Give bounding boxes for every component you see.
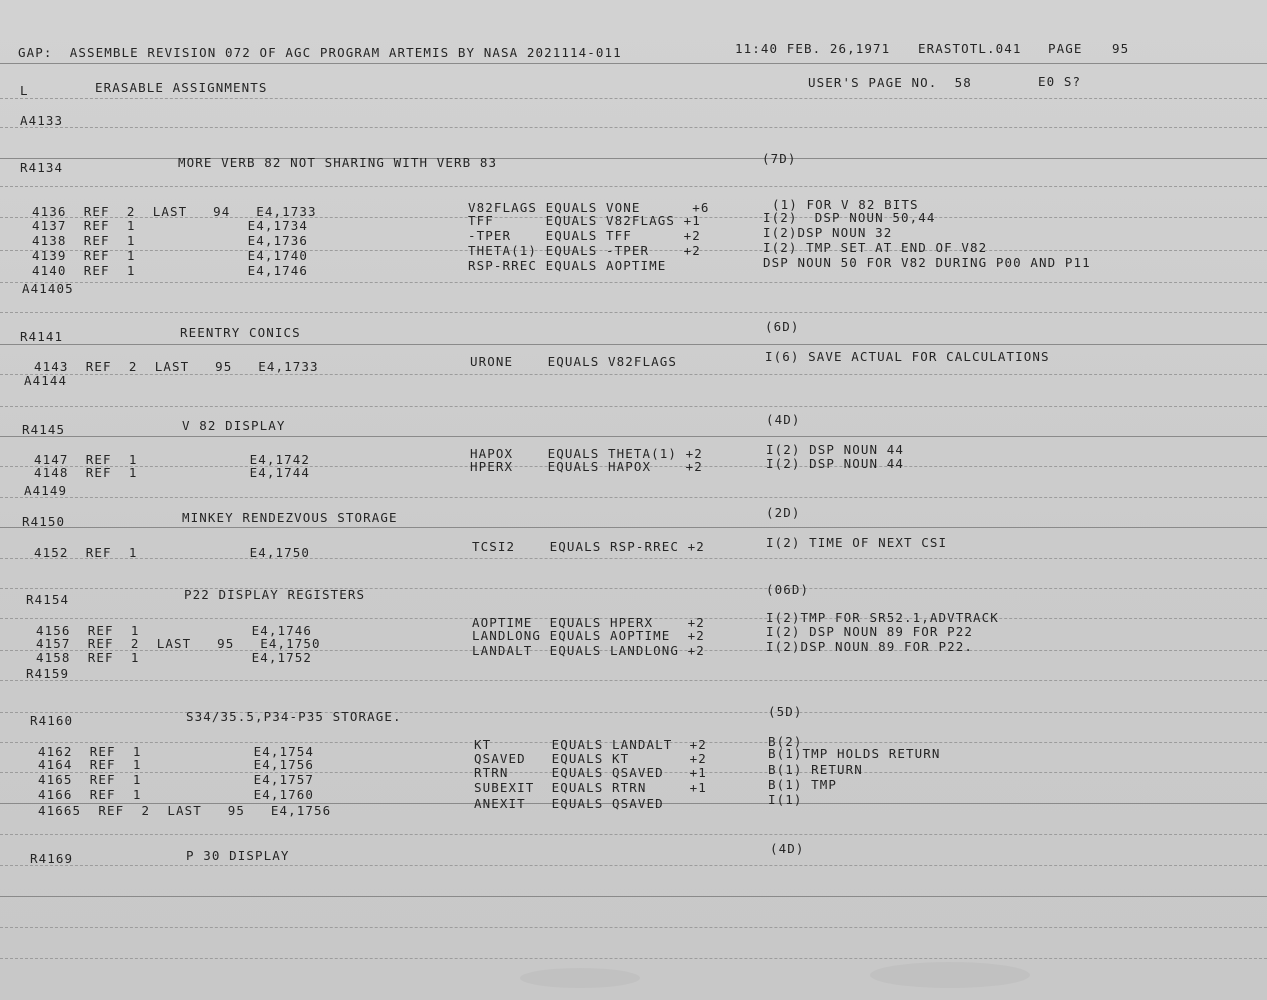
eos-marker: E0 S? bbox=[1038, 74, 1082, 89]
listing-line: 4157 REF 2 LAST 95 E4,1750 bbox=[36, 636, 321, 651]
listing-line: AOPTIME EQUALS HPERX +2 bbox=[472, 615, 705, 630]
section-title: ERASABLE ASSIGNMENTS bbox=[95, 80, 268, 95]
listing-line: (5D) bbox=[768, 704, 803, 719]
listing-line: B(1) RETURN bbox=[768, 762, 863, 777]
listing-line: A41405 bbox=[22, 281, 74, 296]
listing-line: P22 DISPLAY REGISTERS bbox=[184, 587, 366, 602]
listing-line: I(2)DSP NOUN 32 bbox=[763, 225, 893, 240]
listing-line: (2D) bbox=[766, 505, 801, 520]
listing-line: ANEXIT EQUALS QSAVED bbox=[474, 796, 664, 811]
listing-line: (06D) bbox=[766, 582, 810, 597]
listing-line: 4156 REF 1 E4,1746 bbox=[36, 623, 313, 638]
listing-line: V 82 DISPLAY bbox=[182, 418, 286, 433]
listing-line: I(2) DSP NOUN 44 bbox=[766, 456, 905, 471]
listing-line: MORE VERB 82 NOT SHARING WITH VERB 83 bbox=[178, 155, 498, 170]
ruled-line bbox=[0, 527, 1267, 528]
listing-line: A4149 bbox=[24, 483, 68, 498]
ruled-line bbox=[0, 98, 1267, 99]
ruled-line bbox=[0, 834, 1267, 835]
listing-line: SUBEXIT EQUALS RTRN +1 bbox=[474, 780, 707, 795]
listing-line: (6D) bbox=[765, 319, 800, 334]
listing-line: 4147 REF 1 E4,1742 bbox=[34, 452, 311, 467]
ruled-line bbox=[0, 186, 1267, 187]
users-page: USER'S PAGE NO. 58 bbox=[808, 75, 972, 90]
listing-line: (7D) bbox=[762, 151, 797, 166]
header-title: GAP: ASSEMBLE REVISION 072 OF AGC PROGRAM ARTEMIS BY NASA 2021114-011 bbox=[18, 45, 622, 60]
listing-line: DSP NOUN 50 FOR V82 DURING P00 AND P11 bbox=[763, 255, 1091, 270]
listing-line: 4143 REF 2 LAST 95 E4,1733 bbox=[34, 359, 319, 374]
listing-line: 4148 REF 1 E4,1744 bbox=[34, 465, 311, 480]
listing-line: I(2) DSP NOUN 50,44 bbox=[763, 210, 936, 225]
listing-line: HAPOX EQUALS THETA(1) +2 bbox=[470, 446, 703, 461]
listing-line: (1) FOR V 82 BITS bbox=[772, 197, 919, 212]
listing-line: I(2)DSP NOUN 89 FOR P22. bbox=[766, 639, 974, 654]
listing-line: R4145 bbox=[22, 422, 66, 437]
listing-line: 4137 REF 1 E4,1734 bbox=[32, 218, 309, 233]
listing-line: 4162 REF 1 E4,1754 bbox=[38, 744, 315, 759]
listing-line: R4159 bbox=[26, 666, 70, 681]
listing-line: R4154 bbox=[26, 592, 70, 607]
header-page-number: 95 bbox=[1112, 41, 1130, 56]
listing-line: LANDALT EQUALS LANDLONG +2 bbox=[472, 643, 705, 658]
ruled-line bbox=[0, 282, 1267, 283]
listing-line: -TPER EQUALS TFF +2 bbox=[468, 228, 701, 243]
section-marker: L bbox=[20, 83, 29, 98]
paper-smudge bbox=[520, 968, 640, 988]
listing-line: S34/35.5,P34-P35 STORAGE. bbox=[186, 709, 402, 724]
ruled-line bbox=[0, 680, 1267, 681]
header-timestamp: 11:40 FEB. 26,1971 bbox=[735, 41, 891, 56]
listing-line: I(2) DSP NOUN 44 bbox=[766, 442, 905, 457]
listing-line: I(2) TMP SET AT END OF V82 bbox=[763, 240, 988, 255]
listing-line: HPERX EQUALS HAPOX +2 bbox=[470, 459, 703, 474]
listing-line: TFF EQUALS V82FLAGS +1 bbox=[468, 213, 701, 228]
ruled-line bbox=[0, 374, 1267, 375]
listing-line: A4144 bbox=[24, 373, 68, 388]
header-page-label: PAGE bbox=[1048, 41, 1083, 56]
listing-line: URONE EQUALS V82FLAGS bbox=[470, 354, 678, 369]
paper-smudge bbox=[870, 962, 1030, 988]
ruled-line bbox=[0, 497, 1267, 498]
listing-line: 4139 REF 1 E4,1740 bbox=[32, 248, 309, 263]
listing-line: KT EQUALS LANDALT +2 bbox=[474, 737, 707, 752]
listing-line: I(2)TMP FOR SR52.1,ADVTRACK bbox=[766, 610, 999, 625]
listing-line: 4138 REF 1 E4,1736 bbox=[32, 233, 309, 248]
listing-line: RTRN EQUALS QSAVED +1 bbox=[474, 765, 707, 780]
listing-line: 41665 REF 2 LAST 95 E4,1756 bbox=[38, 803, 332, 818]
listing-line: 4166 REF 1 E4,1760 bbox=[38, 787, 315, 802]
listing-line: I(6) SAVE ACTUAL FOR CALCULATIONS bbox=[765, 349, 1050, 364]
ruled-line bbox=[0, 63, 1267, 64]
listing-line: R4160 bbox=[30, 713, 74, 728]
ruled-line bbox=[0, 344, 1267, 345]
listing-line: LANDLONG EQUALS AOPTIME +2 bbox=[472, 628, 705, 643]
listing-line: MINKEY RENDEZVOUS STORAGE bbox=[182, 510, 398, 525]
ruled-line bbox=[0, 927, 1267, 928]
listing-line: 4165 REF 1 E4,1757 bbox=[38, 772, 315, 787]
listing-line: V82FLAGS EQUALS VONE +6 bbox=[468, 200, 710, 215]
listing-line: I(1) bbox=[768, 792, 803, 807]
listing-line: R4134 bbox=[20, 160, 64, 175]
listing-line: B(1) TMP bbox=[768, 777, 838, 792]
listing-line: I(2) DSP NOUN 89 FOR P22 bbox=[766, 624, 974, 639]
listing-line: 4136 REF 2 LAST 94 E4,1733 bbox=[32, 204, 317, 219]
listing-line: P 30 DISPLAY bbox=[186, 848, 290, 863]
listing-line: B(1)TMP HOLDS RETURN bbox=[768, 746, 941, 761]
ruled-line bbox=[0, 958, 1267, 959]
listing-line: THETA(1) EQUALS -TPER +2 bbox=[468, 243, 701, 258]
listing-line: RSP-RREC EQUALS AOPTIME bbox=[468, 258, 667, 273]
listing-line: R4169 bbox=[30, 851, 74, 866]
listing-line: R4150 bbox=[22, 514, 66, 529]
ruled-line bbox=[0, 312, 1267, 313]
listing-line: (4D) bbox=[766, 412, 801, 427]
ruled-line bbox=[0, 436, 1267, 437]
ruled-line bbox=[0, 406, 1267, 407]
listing-line: 4140 REF 1 E4,1746 bbox=[32, 263, 309, 278]
listing-line: REENTRY CONICS bbox=[180, 325, 301, 340]
listing-line: (4D) bbox=[770, 841, 805, 856]
ruled-line bbox=[0, 127, 1267, 128]
listing-line: 4164 REF 1 E4,1756 bbox=[38, 757, 315, 772]
ruled-line bbox=[0, 896, 1267, 897]
listing-line: R4141 bbox=[20, 329, 64, 344]
listing-line: B(2) bbox=[768, 734, 803, 749]
listing-line: TCSI2 EQUALS RSP-RREC +2 bbox=[472, 539, 705, 554]
listing-line: 4152 REF 1 E4,1750 bbox=[34, 545, 311, 560]
header-file: ERASTOTL.041 bbox=[918, 41, 1022, 56]
listing-line: A4133 bbox=[20, 113, 64, 128]
listing-line: 4158 REF 1 E4,1752 bbox=[36, 650, 313, 665]
listing-line: I(2) TIME OF NEXT CSI bbox=[766, 535, 948, 550]
ruled-line bbox=[0, 865, 1267, 866]
listing-line: QSAVED EQUALS KT +2 bbox=[474, 751, 707, 766]
